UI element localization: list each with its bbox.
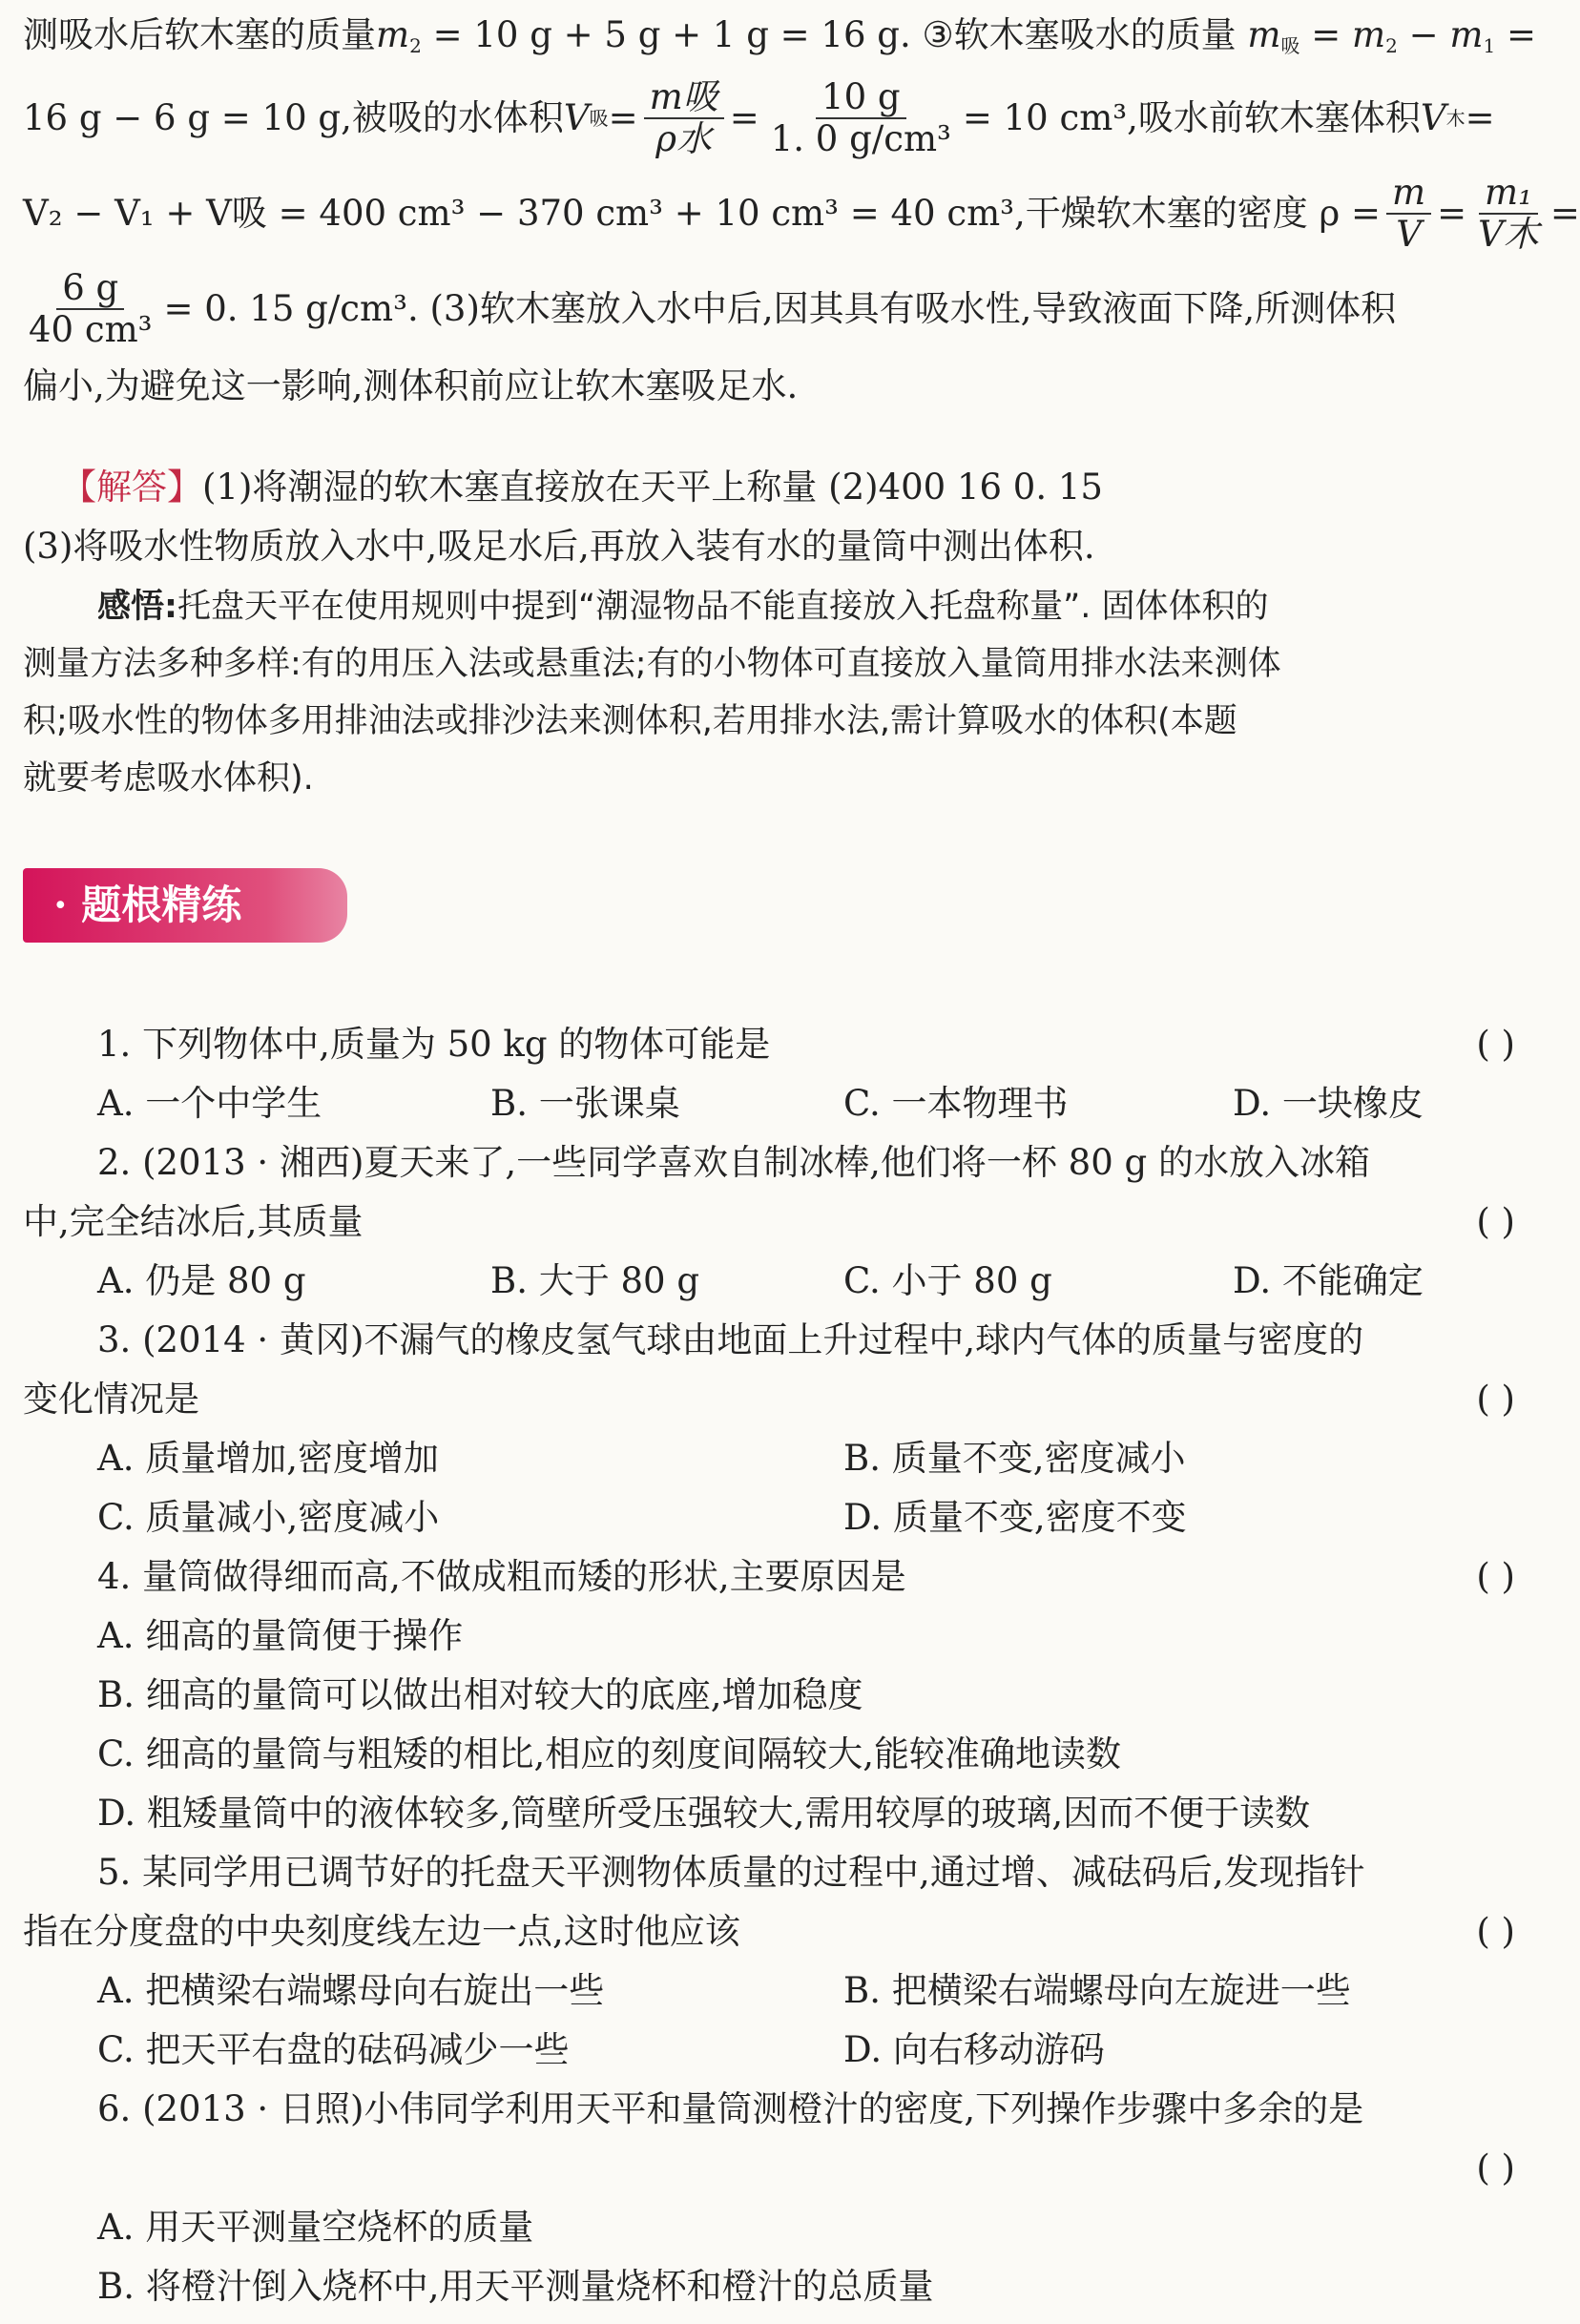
subscript: 2 (409, 34, 422, 57)
question-3-options-1 (23, 1429, 1544, 1488)
analysis-line-2 (23, 71, 1544, 166)
question-3-stem (23, 1311, 1544, 1370)
fraction (644, 77, 724, 159)
text: − (1397, 14, 1450, 55)
text: 1. 下列物体中,质量为 50 kg 的物体可能是 (97, 1024, 771, 1065)
text: = (1437, 193, 1467, 234)
question-6-stem (23, 2080, 1544, 2139)
text: (3)将吸水性物质放入水中,吸足水后,再放入装有水的量筒中测出体积. (23, 526, 1095, 567)
denominator: V木 (1478, 214, 1539, 255)
question-5-stem-2 (23, 1902, 1544, 1961)
analysis-line-3 (23, 166, 1580, 261)
option-c[interactable]: C. 一本物理书 (843, 1083, 1069, 1124)
option-a[interactable]: A. 仍是 80 g (97, 1260, 306, 1301)
numerator: m (1386, 173, 1431, 215)
text: 托盘天平在使用规则中提到“潮湿物品不能直接放入托盘称量”. 固体体积的 (177, 588, 1269, 626)
reflection-line-3 (23, 693, 1544, 750)
option-d[interactable]: D. 质量不变,密度不变 (843, 1497, 1187, 1538)
question-6-option-b[interactable] (23, 2257, 1544, 2316)
option-c[interactable]: C. 小于 80 g (843, 1260, 1052, 1301)
text: = (1465, 97, 1495, 138)
fraction (1472, 173, 1545, 255)
subscript: 1 (1483, 34, 1496, 57)
option-c[interactable]: C. 把天平右盘的砝码减少一些 (97, 2029, 570, 2070)
answer-tag: 【解答】 (61, 467, 202, 508)
question-4-option-b[interactable] (23, 1666, 1544, 1725)
option-c[interactable]: C. 质量减小,密度减小 (97, 1497, 440, 1538)
text: 3. (2014 · 黄冈)不漏气的橡皮氢气球由地面上升过程中,球内气体的质量与密度的 (97, 1319, 1364, 1360)
option-a[interactable]: A. 一个中学生 (97, 1083, 322, 1124)
text: V₂ − V₁ + V吸 = 400 cm³ − 370 cm³ + 10 cm³ = 40 cm³,干燥软木塞的密度 ρ = (23, 193, 1382, 234)
text: = (1299, 14, 1353, 55)
reflection-tag: 感悟: (97, 588, 177, 626)
answer-paren: ( ) (1476, 1379, 1515, 1420)
subscript: 吸 (589, 107, 609, 130)
text: 就要考虑吸水体积). (23, 759, 314, 798)
answer-paren: ( ) (1476, 2148, 1515, 2189)
text: (1)将潮湿的软木塞直接放在天平上称量 (2)400 16 0. 15 (202, 467, 1103, 508)
subscript: 2 (1385, 34, 1398, 57)
option-b[interactable]: B. 大于 80 g (490, 1260, 700, 1301)
reflection-line-4 (23, 750, 1544, 807)
question-4-stem (23, 1547, 1544, 1607)
question-2-options (23, 1252, 1544, 1311)
question-5-options-1 (23, 1961, 1544, 2021)
text: 16 g − 6 g = 10 g,被吸的水体积 (23, 97, 564, 138)
question-4-option-c[interactable] (23, 1725, 1544, 1784)
answer-block (23, 458, 1544, 576)
denominator: 40 cm³ (29, 309, 153, 350)
subscript: 木 (1445, 107, 1466, 130)
text: = (608, 97, 638, 138)
analysis-line-5 (23, 357, 1544, 416)
numerator: 6 g (56, 268, 124, 310)
question-6-paren-row (23, 2139, 1544, 2198)
question-4-option-a[interactable] (23, 1607, 1544, 1666)
option-b[interactable]: B. 一张课桌 (490, 1083, 680, 1124)
text: 5. 某同学用已调节好的托盘天平测物体质量的过程中,通过增、减砝码后,发现指针 (97, 1852, 1365, 1893)
option-b[interactable]: B. 细高的量筒可以做出相对较大的底座,增加稳度 (97, 1674, 863, 1715)
numerator: 10 g (816, 77, 906, 119)
subscript: 吸 (1280, 34, 1300, 57)
text: = 0. 15 g/cm³. (3)软木塞放入水中后,因其具有吸水性,导致液面下降,所测体积 (163, 288, 1397, 329)
question-3-stem-2 (23, 1370, 1544, 1429)
answer-line-2 (23, 517, 1544, 576)
answer-paren: ( ) (1476, 1201, 1515, 1242)
option-c[interactable]: C. 细高的量筒与粗矮的相比,相应的刻度间隔较大,能较准确地读数 (97, 1733, 1122, 1774)
question-3-options-2 (23, 1488, 1544, 1547)
question-4-option-d[interactable] (23, 1784, 1544, 1843)
text: 6. (2013 · 日照)小伟同学利用天平和量筒测橙汁的密度,下列操作步骤中多余的是 (97, 2088, 1364, 2129)
questions (23, 1015, 1544, 2316)
reflection-block (23, 578, 1544, 807)
var: V (1420, 97, 1446, 138)
question-1-options (23, 1074, 1544, 1133)
text: 4. 量筒做得细而高,不做成粗而矮的形状,主要原因是 (97, 1556, 906, 1597)
option-d[interactable]: D. 不能确定 (1233, 1260, 1424, 1301)
text: = 10 cm³,吸水前软木塞体积 (962, 97, 1421, 138)
fraction (765, 77, 957, 159)
question-2-stem-2 (23, 1193, 1544, 1252)
denominator: ρ水 (655, 118, 713, 159)
numerator: m₁ (1479, 173, 1538, 215)
analysis-block (23, 6, 1580, 416)
text: 中,完全结冰后,其质量 (23, 1201, 364, 1242)
denominator: 1. 0 g/cm³ (770, 118, 951, 159)
text: 偏小,为避免这一影响,测体积前应让软木塞吸足水. (23, 365, 799, 406)
option-d[interactable]: D. 一块橡皮 (1233, 1083, 1424, 1124)
question-1-stem (23, 1015, 1544, 1074)
var: m (1352, 14, 1386, 55)
text: = (1549, 193, 1580, 234)
var: m (376, 14, 410, 55)
option-a[interactable]: A. 质量增加,密度增加 (97, 1438, 440, 1479)
text: = (729, 97, 759, 138)
text: = (1495, 14, 1536, 55)
var: V (563, 97, 590, 138)
option-a[interactable]: A. 细高的量筒便于操作 (97, 1615, 464, 1656)
fraction (1386, 173, 1431, 255)
analysis-line-4 (23, 261, 1544, 357)
question-5-stem (23, 1843, 1544, 1902)
answer-paren: ( ) (1476, 1556, 1515, 1597)
var: m (1449, 14, 1484, 55)
reflection-line-1 (23, 578, 1544, 635)
option-a[interactable]: A. 把横梁右端螺母向右旋出一些 (97, 1970, 605, 2011)
var: m (1247, 14, 1281, 55)
reflection-line-2 (23, 635, 1544, 693)
denominator: V (1396, 214, 1422, 255)
question-2-stem (23, 1133, 1544, 1193)
text: 积;吸水性的物体多用排油法或排沙法来测体积,若用排水法,需计算吸水的体积(本题 (23, 702, 1237, 740)
text: = 10 g + 5 g + 1 g = 16 g. ③软木塞吸水的质量 (421, 14, 1248, 55)
question-6-option-a[interactable] (23, 2198, 1544, 2257)
option-d[interactable]: D. 向右移动游码 (843, 2029, 1105, 2070)
text: 测量方法多种多样:有的用压入法或悬重法;有的小物体可直接放入量筒用排水法来测体 (23, 645, 1281, 683)
section-title: · 题根精练 (23, 868, 347, 943)
question-5-options-2 (23, 2021, 1544, 2080)
numerator: m吸 (644, 77, 724, 119)
fraction (23, 268, 157, 350)
text: 指在分度盘的中央刻度线左边一点,这时他应该 (23, 1911, 740, 1952)
option-b[interactable]: B. 把横梁右端螺母向左旋进一些 (843, 1970, 1351, 2011)
option-a[interactable]: A. 用天平测量空烧杯的质量 (97, 2207, 534, 2248)
text: 变化情况是 (23, 1379, 199, 1420)
option-b[interactable]: B. 质量不变,密度减小 (843, 1438, 1186, 1479)
option-d[interactable]: D. 粗矮量筒中的液体较多,筒壁所受压强较大,需用较厚的玻璃,因而不便于读数 (97, 1793, 1311, 1834)
analysis-line-1 (23, 6, 1544, 65)
answer-line-1 (23, 458, 1544, 517)
answer-paren: ( ) (1476, 1911, 1515, 1952)
answer-paren: ( ) (1476, 1024, 1515, 1065)
text: 测吸水后软木塞的质量 (23, 14, 376, 55)
option-b[interactable]: B. 将橙汁倒入烧杯中,用天平测量烧杯和橙汁的总质量 (97, 2266, 934, 2307)
text: 2. (2013 · 湘西)夏天来了,一些同学喜欢自制冰棒,他们将一杯 80 g 的水放入冰箱 (97, 1142, 1370, 1183)
